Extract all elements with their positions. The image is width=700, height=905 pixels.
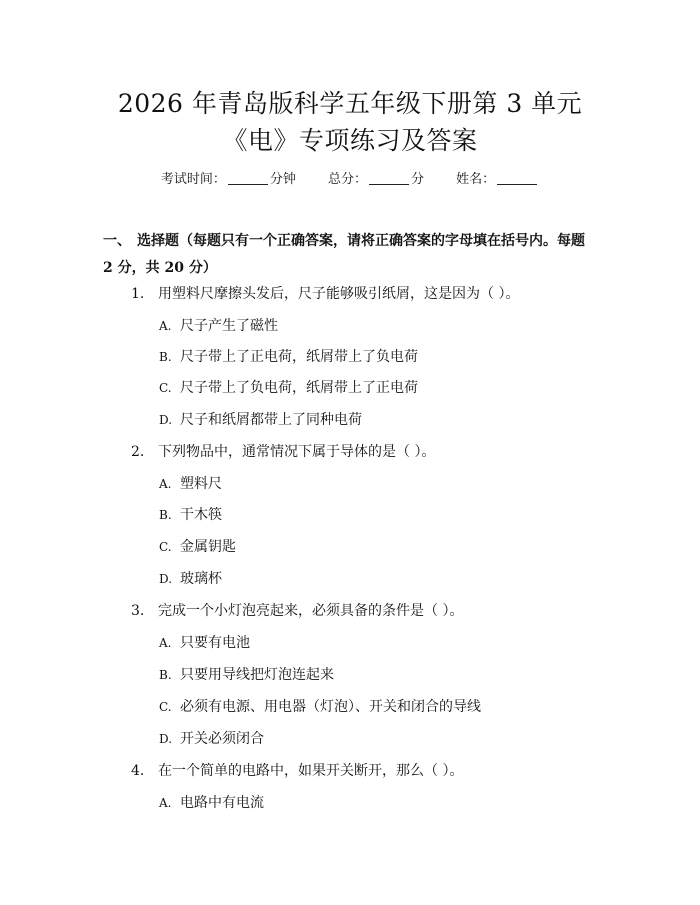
- name-field: [456, 168, 539, 187]
- exam-time-unit: 分钟: [269, 172, 296, 187]
- question-2-option-c: [159, 536, 236, 556]
- option-text: 尺子带上了负电荷，纸屑带上了正电荷: [180, 380, 418, 396]
- total-score-unit: 分: [411, 172, 425, 187]
- option-text: 电路中有电流: [180, 795, 264, 811]
- option-letter: A.: [159, 477, 172, 491]
- option-letter: D.: [159, 732, 173, 746]
- question-text: 用塑料尺摩擦头发后，尺子能够吸引纸屑，这是因为（ ）。: [158, 286, 520, 302]
- question-3: [131, 600, 463, 620]
- question-3-option-c: [159, 696, 481, 716]
- question-text: 完成一个小灯泡亮起来，必须具备的条件是（ ）。: [158, 603, 464, 619]
- question-2-option-d: [159, 568, 222, 588]
- question-1-option-c: [159, 377, 418, 397]
- question-text: 在一个简单的电路中，如果开关断开，那么（ ）。: [158, 763, 464, 779]
- option-letter: C.: [159, 700, 172, 714]
- option-text: 必须有电源、用电器（灯泡）、开关和闭合的导线: [180, 699, 481, 715]
- question-number: 2.: [131, 444, 145, 460]
- question-number: 1.: [131, 286, 145, 302]
- question-2: [131, 441, 435, 461]
- exam-time-field: [161, 168, 296, 187]
- total-score-label: 总分：: [327, 172, 367, 187]
- option-text: 干木筷: [180, 507, 222, 523]
- question-3-option-a: [159, 632, 250, 652]
- document-title-line-2: 《电》专项练习及答案: [222, 126, 478, 155]
- option-letter: B.: [159, 508, 172, 522]
- option-letter: C.: [159, 381, 172, 395]
- name-label: 姓名：: [456, 172, 496, 187]
- option-letter: B.: [159, 668, 172, 682]
- option-letter: B.: [159, 350, 172, 364]
- question-3-option-b: [159, 664, 334, 684]
- option-text: 尺子产生了磁性: [180, 318, 278, 334]
- section-heading: [103, 228, 599, 282]
- option-text: 金属钥匙: [180, 539, 236, 555]
- question-4: [131, 760, 463, 780]
- option-letter: C.: [159, 540, 172, 554]
- option-text: 尺子带上了正电荷，纸屑带上了负电荷: [180, 349, 418, 365]
- option-text: 开关必须闭合: [180, 731, 264, 747]
- option-text: 玻璃杯: [180, 571, 222, 587]
- section-number: 一、: [103, 233, 131, 249]
- section-instructions: 选择题（每题只有一个正确答案，请将正确答案的字母填在括号内。每题 2 分，共 20 分）: [103, 233, 585, 276]
- question-number: 4.: [131, 763, 145, 779]
- option-text: 塑料尺: [180, 476, 222, 492]
- option-text: 只要有电池: [180, 635, 250, 651]
- question-text: 下列物品中，通常情况下属于导体的是（ ）。: [158, 444, 436, 460]
- question-1-option-a: [159, 315, 278, 335]
- question-1-option-d: [159, 409, 362, 429]
- exam-time-label: 考试时间：: [160, 172, 226, 187]
- document-title-line-1: 2026 年青岛版科学五年级下册第 3 单元: [117, 89, 583, 118]
- option-text: 尺子和纸屑都带上了同种电荷: [180, 412, 362, 428]
- name-blank: [497, 172, 537, 185]
- question-3-option-d: [159, 728, 264, 748]
- question-2-option-b: [159, 504, 222, 524]
- option-letter: A.: [159, 636, 172, 650]
- option-letter: D.: [159, 413, 173, 427]
- exam-time-blank: [228, 172, 268, 185]
- option-letter: A.: [159, 319, 172, 333]
- total-score-field: [328, 168, 424, 187]
- question-1-option-b: [159, 346, 418, 366]
- option-letter: D.: [159, 572, 173, 586]
- question-2-option-a: [159, 473, 222, 493]
- option-letter: A.: [159, 796, 172, 810]
- total-score-blank: [369, 172, 409, 185]
- question-number: 3.: [131, 603, 145, 619]
- exam-info-row: [0, 168, 700, 187]
- question-1: [131, 283, 519, 303]
- question-4-option-a: [159, 792, 264, 812]
- option-text: 只要用导线把灯泡连起来: [180, 667, 334, 683]
